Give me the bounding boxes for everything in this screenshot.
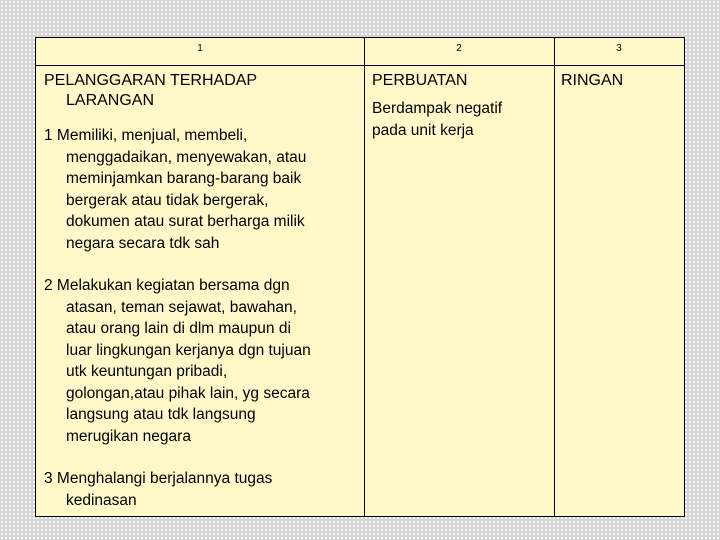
cell-violation-type	[36, 66, 364, 516]
header-col-1: 1	[197, 43, 203, 54]
header-col-2: 2	[456, 43, 462, 54]
action-heading: PERBUATAN	[372, 72, 468, 89]
violation-item-3: 3 Menghalangi berjalannya tugas kedinasan	[44, 470, 273, 509]
violation-table	[35, 37, 685, 517]
header-col-3: 3	[616, 43, 622, 54]
cell-severity	[554, 66, 684, 516]
action-impact-text: Berdampak negatif pada unit kerja	[372, 100, 503, 139]
violation-heading: PELANGGARAN TERHADAP LARANGAN	[44, 72, 258, 109]
cell-action	[364, 66, 554, 516]
violation-item-1: 1 Memiliki, menjual, membeli, menggadaikan, menyewakan, atau meminjamkan barang-barang baik bergerak atau tidak bergerak, dokumen atau surat berharga milik negara secara tdk sah	[44, 127, 307, 252]
table-header-row	[36, 38, 684, 66]
severity-heading: RINGAN	[561, 72, 624, 89]
violation-item-2: 2 Melakukan kegiatan bersama dgn atasan, teman sejawat, bawahan, atau orang lain di dlm maupun di luar lingkungan kerjanya dgn tujuan utk keuntungan pribadi, golongan,atau pihak lain, yg secara langsung atau tdk langsung merugikan negara	[44, 277, 311, 445]
